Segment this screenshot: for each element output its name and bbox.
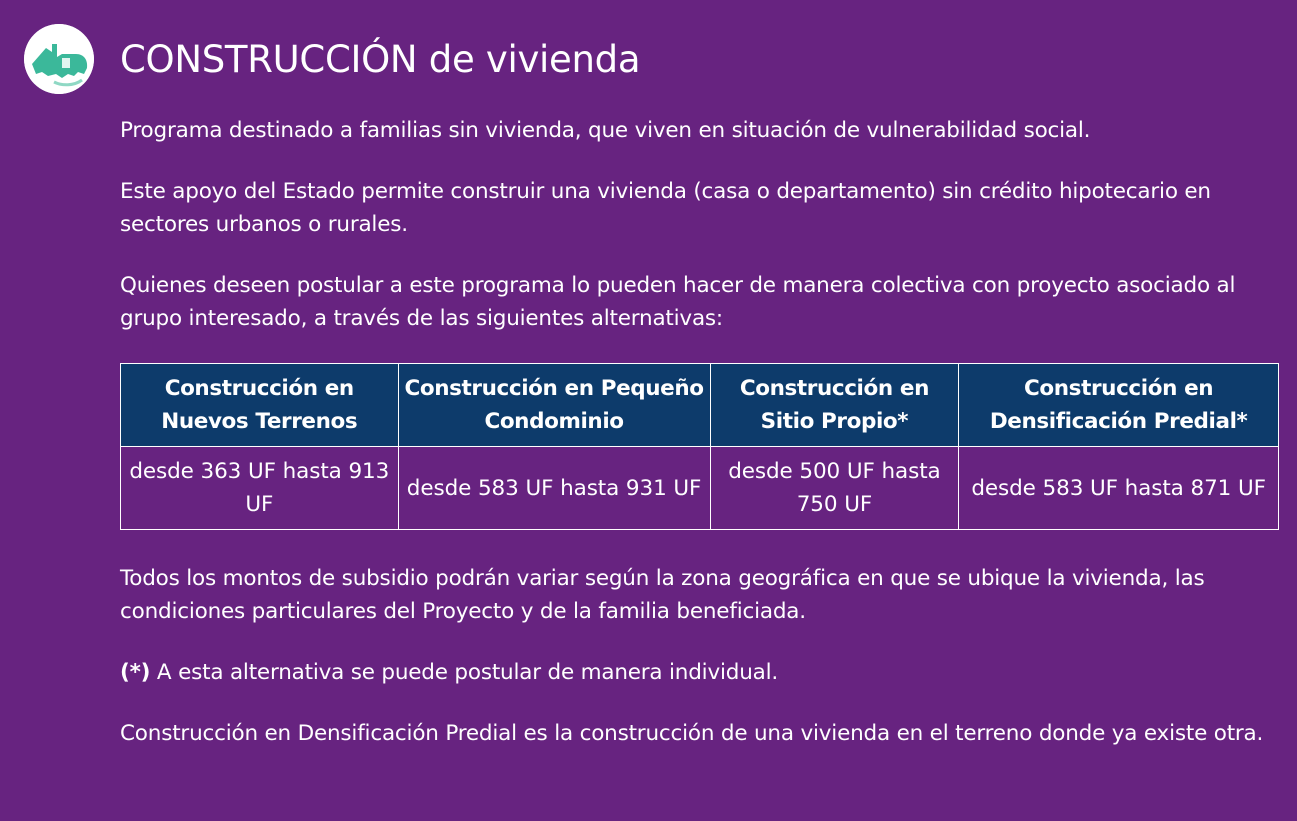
support-paragraph: Este apoyo del Estado permite construir una vivienda (casa o departamento) sin crédito hipotecario en sectores urbanos o rurales. bbox=[120, 179, 1211, 237]
intro-paragraph: Programa destinado a familias sin vivienda, que viven en situación de vulnerabilidad social. bbox=[120, 118, 1091, 143]
main-content bbox=[120, 114, 1280, 778]
asterisk-text: A esta alternativa se puede postular de manera individual. bbox=[150, 660, 779, 685]
value-sitio-propio: desde 500 UF hasta 750 UF bbox=[710, 447, 959, 530]
page-title: CONSTRUCCIÓN de vivienda bbox=[120, 38, 641, 81]
alternatives-table bbox=[120, 363, 1279, 530]
header-pequeno-condominio: Construcción en Pequeño Condominio bbox=[398, 364, 710, 447]
densificacion-note: Construcción en Densificación Predial es la construcción de una vivienda en el terreno donde ya existe otra. bbox=[120, 721, 1264, 746]
asterisk-note bbox=[120, 656, 1280, 689]
asterisk-mark: (*) bbox=[120, 660, 151, 685]
variation-note: Todos los montos de subsidio podrán variar según la zona geográfica en que se ubique la vivienda, las condiciones particulares del Proyecto y de la familia beneficiada. bbox=[120, 566, 1205, 624]
value-pequeno-condominio: desde 583 UF hasta 931 UF bbox=[398, 447, 710, 530]
header-sitio-propio: Construcción en Sitio Propio* bbox=[710, 364, 959, 447]
value-nuevos-terrenos: desde 363 UF hasta 913 UF bbox=[121, 447, 399, 530]
value-densificacion-predial: desde 583 UF hasta 871 UF bbox=[959, 447, 1279, 530]
header-nuevos-terrenos: Construcción en Nuevos Terrenos bbox=[121, 364, 399, 447]
house-dog-icon bbox=[24, 24, 94, 94]
header-densificacion-predial: Construcción en Densificación Predial* bbox=[959, 364, 1279, 447]
table-header-row bbox=[121, 364, 1279, 447]
table-row bbox=[121, 447, 1279, 530]
alternatives-paragraph: Quienes deseen postular a este programa lo pueden hacer de manera colectiva con proyecto asociado al grupo interesado, a través de las siguientes alternativas: bbox=[120, 273, 1236, 331]
